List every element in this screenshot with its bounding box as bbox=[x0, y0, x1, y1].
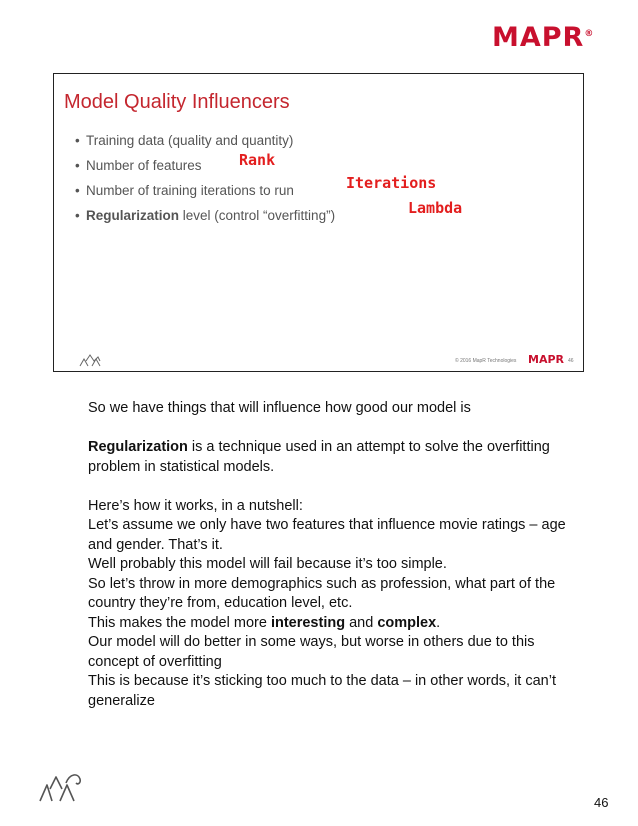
notes-line: So let’s throw in more demographics such as profession, what part of the country they’re from, education level, etc. bbox=[88, 575, 556, 611]
bullet-text: level (control “overfitting”) bbox=[179, 208, 336, 223]
mapr-logo bbox=[492, 19, 594, 53]
notes-paragraph: So we have things that will influence how good our model is bbox=[88, 400, 471, 416]
slide-mapr-logo: MAPR bbox=[528, 353, 564, 366]
bullet-list bbox=[86, 128, 335, 228]
page-number: 46 bbox=[594, 795, 609, 810]
bullet-bold-text: Regularization bbox=[86, 208, 180, 223]
bullet-text: Training data (quality and quantity) bbox=[86, 133, 294, 148]
notes-line: Let’s assume we only have two features that influence movie ratings – age and gender. That’s it. bbox=[88, 517, 566, 553]
notes-bold: complex bbox=[377, 614, 437, 631]
notes-text: . bbox=[436, 614, 441, 631]
slide-copyright: © 2016 MapR Technologies bbox=[455, 358, 517, 364]
bullet-item bbox=[86, 203, 335, 228]
annotation-lambda: Lambda bbox=[408, 199, 463, 217]
bullet-item bbox=[86, 128, 335, 153]
bullet-text: Number of training iterations to run bbox=[86, 183, 294, 198]
notes-text: This makes the model more bbox=[88, 614, 271, 631]
bullet-text: Number of features bbox=[86, 158, 202, 173]
notes-line bbox=[88, 614, 568, 634]
elephant-logo-icon bbox=[78, 353, 102, 367]
notes-paragraph bbox=[88, 438, 568, 477]
speaker-notes bbox=[88, 399, 568, 711]
annotation-iterations: Iterations bbox=[346, 174, 437, 192]
registered-mark: ® bbox=[584, 29, 595, 39]
notes-bold: Regularization bbox=[88, 439, 188, 455]
annotation-rank: Rank bbox=[239, 151, 276, 169]
notes-text: is a technique used in an attempt to solve the overfitting problem in statistical models. bbox=[88, 439, 550, 475]
notes-line: Here’s how it works, in a nutshell: bbox=[88, 497, 303, 514]
notes-bold: interesting bbox=[270, 614, 346, 631]
slide-title: Model Quality Influencers bbox=[64, 91, 290, 113]
notes-line: Our model will do better in some ways, but worse in others due to this concept of overfitting bbox=[88, 634, 535, 670]
notes-line: This is because it’s sticking too much to the data – in other words, it can’t generalize bbox=[88, 673, 556, 709]
elephant-logo-icon bbox=[36, 767, 84, 803]
mapr-logo-text: MAPR bbox=[492, 22, 585, 53]
bullet-item bbox=[86, 153, 335, 178]
bullet-item bbox=[86, 178, 335, 203]
notes-text: and bbox=[345, 614, 378, 631]
notes-line: Well probably this model will fail because it’s too simple. bbox=[88, 556, 447, 572]
slide-page-number: 46 bbox=[568, 358, 574, 364]
